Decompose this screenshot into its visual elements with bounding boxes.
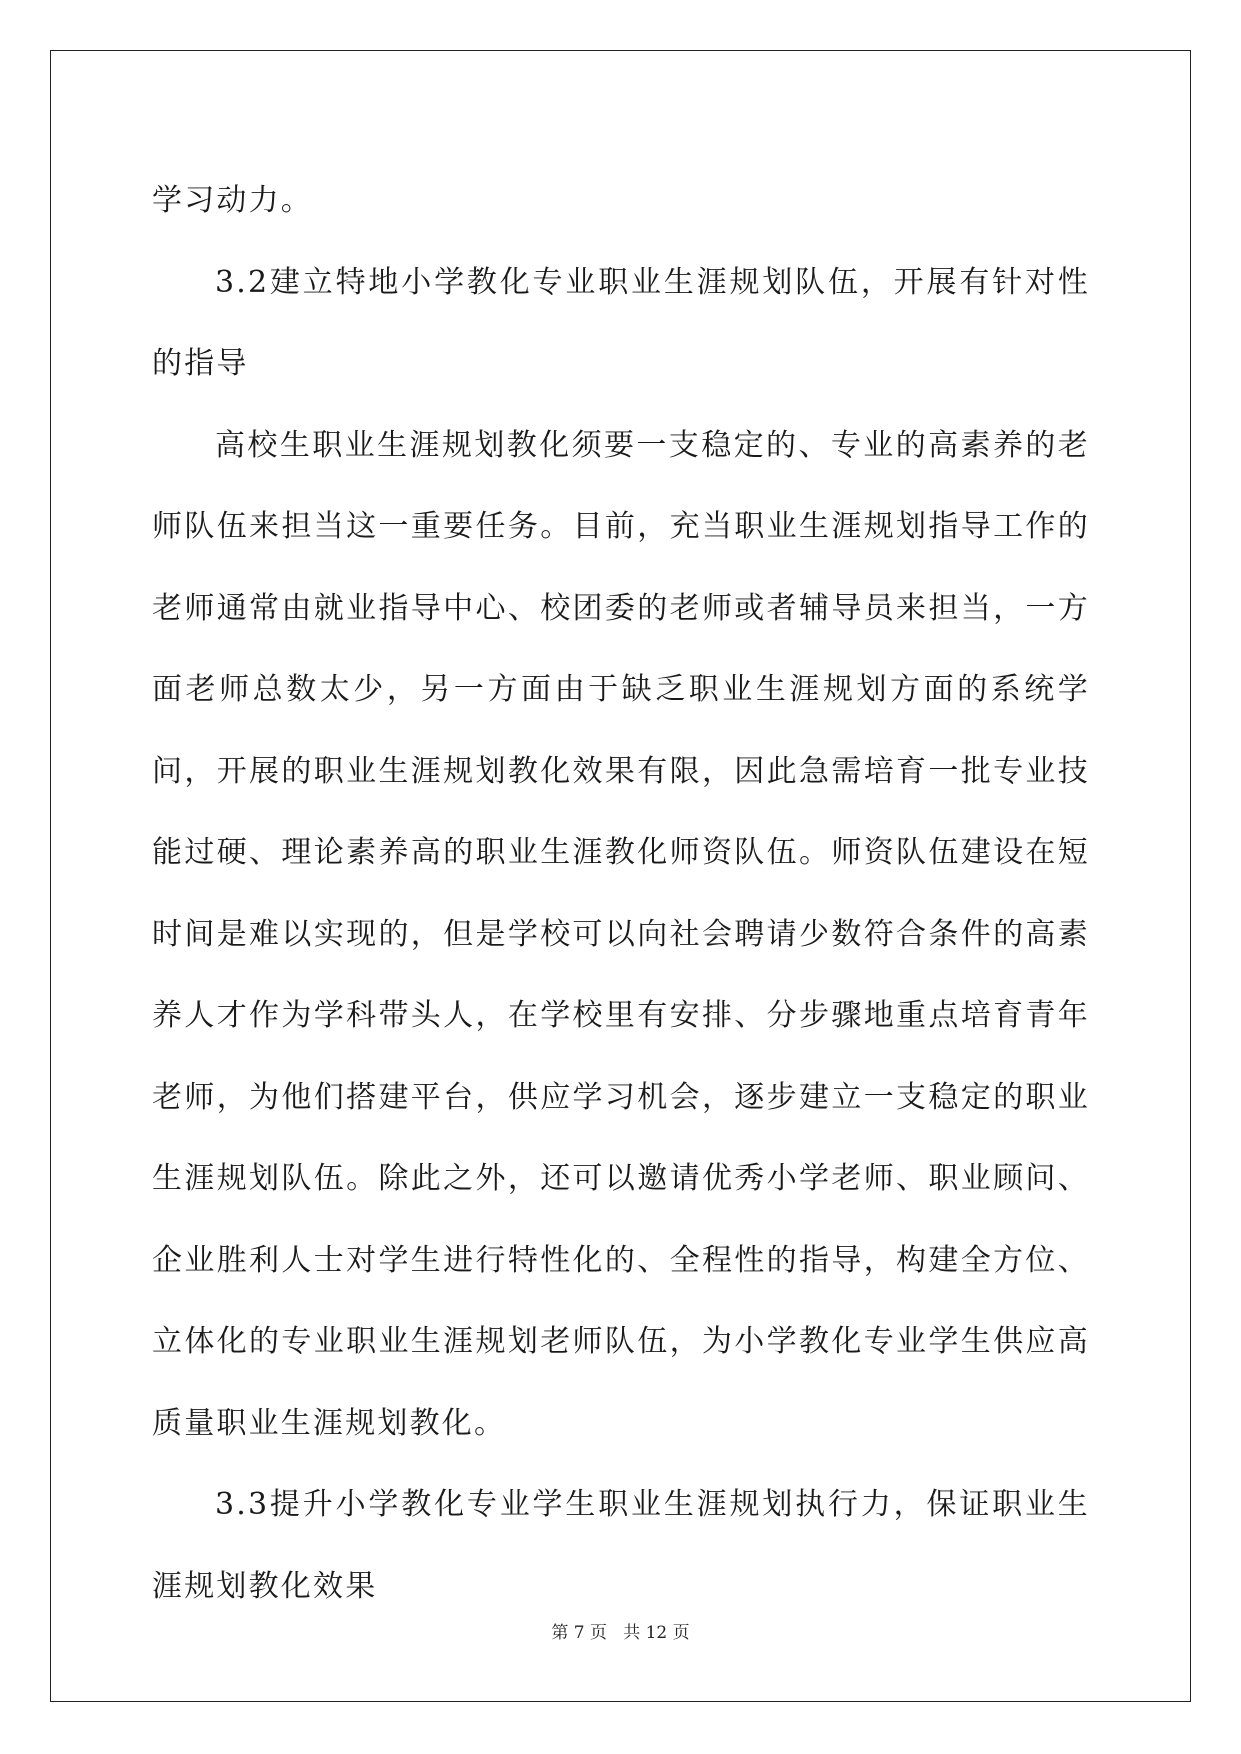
- paragraph-body: 高校生职业生涯规划教化须要一支稳定的、专业的高素养的老师队伍来担当这一重要任务。目前，充当职业生涯规划指导工作的老师通常由就业指导中心、校团委的老师或者辅导员来担当，一方面老师总数太少，另一方面由于缺乏职业生涯规划方面的系统学问，开展的职业生涯规划教化效果有限，因此急需培育一批专业技能过硬、理论素养高的职业生涯教化师资队伍。师资队伍建设在短时间是难以实现的，但是学校可以向社会聘请少数符合条件的高素养人才作为学科带头人，在学校里有安排、分步骤地重点培育青年老师，为他们搭建平台，供应学习机会，逐步建立一支稳定的职业生涯规划队伍。除此之外，还可以邀请优秀小学老师、职业顾问、企业胜利人士对学生进行特性化的、全程性的指导，构建全方位、立体化的专业职业生涯规划老师队伍，为小学教化专业学生供应高质量职业生涯规划教化。: [152, 427, 1090, 1441]
- section-heading-3-2: 3.2建立特地小学教化专业职业生涯规划队伍，开展有针对性的指导: [152, 264, 1090, 381]
- page-number-footer: 第 7 页 共 12 页: [551, 1623, 690, 1643]
- paragraph-continuation: 学习动力。: [152, 183, 313, 218]
- document-body: [152, 160, 1090, 1627]
- section-heading-3-3: 3.3提升小学教化专业学生职业生涯规划执行力，保证职业生涯规划教化效果: [152, 1487, 1090, 1604]
